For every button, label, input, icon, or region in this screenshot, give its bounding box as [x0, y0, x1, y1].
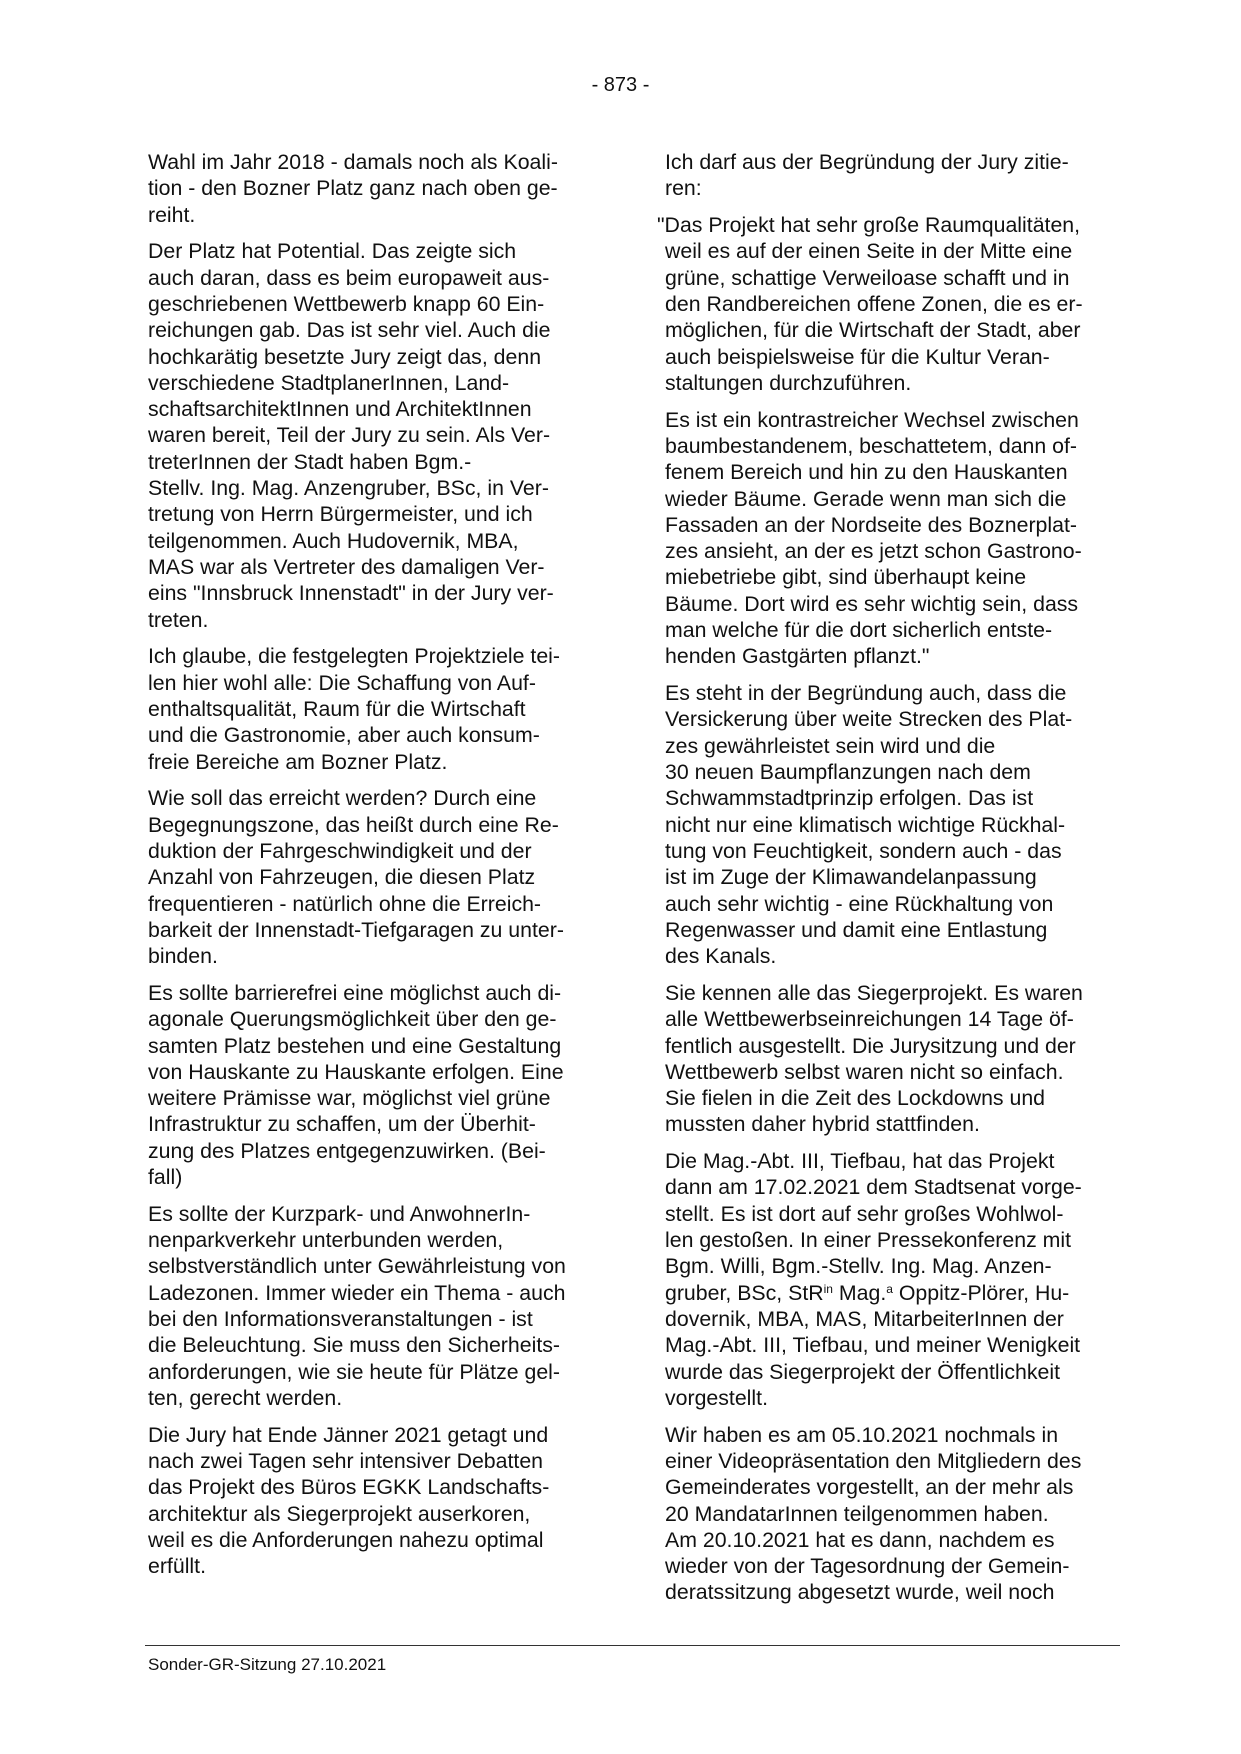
- left-column: [148, 149, 608, 1590]
- paragraph: Wahl im Jahr 2018 - damals noch als Koali- tion - den Bozner Platz ganz nach oben ge- reiht.: [148, 150, 558, 227]
- paragraph: Ich darf aus der Begründung der Jury zitie- ren:: [665, 150, 1069, 201]
- paragraph: Es ist ein kontrastreicher Wechsel zwischen baumbestandenem, beschattetem, dann of- fenem Bereich und hin zu den Hauskanten wieder Bäume. Gerade wenn man sich die Fassaden an der Nordseite des Boznerplat- zes ansieht, an der es jetzt schon Gastrono- miebetriebe gibt, sind überhaupt keine Bäume. Dort wird es sehr wichtig sein, dass man welche für die dort sicherlich entste- henden Gastgärten pflanzt.": [665, 407, 1082, 669]
- page-number: - 873 -: [591, 74, 650, 96]
- jury-quote-paragraph: "Das Projekt hat sehr große Raumqualitäten, weil es auf der einen Seite in der Mitte eine grüne, schattige Verweiloase schafft und in den Randbereichen offene Zonen, die es er- möglichen, für die Wirtschaft der Stadt, aber auch beispielsweise für die Kultur Veran- staltungen durchzuführen.: [657, 213, 1083, 395]
- paragraph: Die Jury hat Ende Jänner 2021 getagt und nach zwei Tagen sehr intensiver Debatten das Projekt des Büros EGKK Landschafts- architektur als Siegerprojekt auserkoren, weil es die Anforderungen nahezu optimal erfüllt.: [148, 1422, 550, 1579]
- paragraph: Der Platz hat Potential. Das zeigte sich auch daran, dass es beim europaweit aus- geschriebenen Wettbewerb knapp 60 Ein- reichungen gab. Das ist sehr viel. Auch die hochkarätig besetzte Jury zeigt das, denn verschiedene StadtplanerInnen, Land- schaftsarchitektInnen und ArchitektInnen waren bereit, Teil der Jury zu sein. Als Ver- treterInnen der Stadt haben Bgm.- Stellv. Ing. Mag. Anzengruber, BSc, in Ver- tretung von Herrn Bürgermeister, und ich teilgenommen. Auch Hudovernik, MBA, MAS war als Vertreter des damaligen Ver- eins "Innsbruck Innenstadt" in der Jury ver- treten.: [148, 239, 554, 632]
- text-line: stellt. Es ist dort auf sehr großes Wohlwol-: [665, 1201, 1064, 1226]
- footer-session-label: Sonder-GR-Sitzung 27.10.2021: [148, 1655, 387, 1674]
- text-line: Mag.-Abt. III, Tiefbau, und meiner Wenigkeit: [665, 1333, 1081, 1358]
- stadtsenat-paragraph: [665, 1148, 1125, 1411]
- text-fragment: Oppitz-Plörer, Hu-: [892, 1280, 1070, 1305]
- text-line: Bgm. Willi, Bgm.-Stellv. Ing. Mag. Anzen-: [665, 1254, 1052, 1279]
- text-line: Die Mag.-Abt. III, Tiefbau, hat das Projekt: [665, 1149, 1055, 1174]
- footer-divider: [145, 1645, 1120, 1646]
- paragraph: Es sollte barrierefrei eine möglichst auch di- agonale Querungsmöglichkeit über den ge- samten Platz bestehen und eine Gestaltung von Hauskante zu Hauskante erfolgen. Eine weitere Prämisse war, möglichst viel grüne Infrastruktur zu schaffen, um der Überhit- zung des Platzes entgegenzuwirken. (Bei- fall): [148, 980, 564, 1189]
- paragraph: Sie kennen alle das Siegerprojekt. Es waren alle Wettbewerbseinreichungen 14 Tage öf- fentlich ausgestellt. Die Jurysitzung und der Wettbewerb selbst waren nicht so einfach. Sie fielen in die Zeit des Lockdowns und mussten daher hybrid stattfinden.: [665, 980, 1083, 1137]
- paragraph: Wie soll das erreicht werden? Durch eine Begegnungszone, das heißt durch eine Re- duktion der Fahrgeschwindigkeit und der Anzahl von Fahrzeugen, die diesen Platz frequentieren - natürlich ohne die Erreich- barkeit der Innenstadt-Tiefgaragen zu unter- binden.: [148, 786, 564, 969]
- superscript: in: [823, 1281, 833, 1296]
- text-line: dann am 17.02.2021 dem Stadtsenat vorge-: [665, 1175, 1082, 1200]
- paragraph: Es sollte der Kurzpark- und AnwohnerIn- nenparkverkehr unterbunden werden, selbstverständlich unter Gewährleistung von Ladezonen. Immer wieder ein Thema - auch bei den Informationsveranstaltungen - ist die Beleuchtung. Sie muss den Sicherheits- anforderungen, wie sie heute für Plätze gel- ten, gerecht werden.: [148, 1201, 566, 1410]
- text-fragment: Mag.: [832, 1280, 887, 1305]
- text-fragment: gruber, BSc, StR: [665, 1280, 824, 1305]
- text-line: vorgestellt.: [665, 1385, 768, 1410]
- paragraph: Es steht in der Begründung auch, dass die Versickerung über weite Strecken des Plat- zes gewährleistet sein wird und die 30 neuen Baumpflanzungen nach dem Schwammstadtprinzip erfolgen. Das ist nicht nur eine klimatisch wichtige Rückhal- tung von Feuchtigkeit, sondern auch - das ist im Zuge der Klimawandelanpassung auch sehr wichtig - eine Rückhaltung von Regenwasser und damit eine Entlastung des Kanals.: [665, 681, 1073, 969]
- superscript: a: [886, 1281, 893, 1296]
- paragraph: Ich glaube, die festgelegten Projektziele tei- len hier wohl alle: Die Schaffung von Auf- enthaltsqualität, Raum für die Wirtschaft und die Gastronomie, aber auch konsum- freie Bereiche am Bozner Platz.: [148, 644, 560, 774]
- paragraph: Wir haben es am 05.10.2021 nochmals in einer Videopräsentation den Mitgliedern des Gemeinderates vorgestellt, an der mehr als 20 MandatarInnen teilgenommen haben. Am 20.10.2021 hat es dann, nachdem es wieder von der Tagesordnung der Gemein- deratssitzung abgesetzt wurde, weil noch: [665, 1422, 1082, 1605]
- text-line: wurde das Siegerprojekt der Öffentlichkeit: [665, 1359, 1060, 1384]
- text-line: len gestoßen. In einer Pressekonferenz mit: [665, 1228, 1072, 1253]
- text-line: dovernik, MBA, MAS, MitarbeiterInnen der: [665, 1306, 1064, 1331]
- right-column: [657, 149, 1125, 1616]
